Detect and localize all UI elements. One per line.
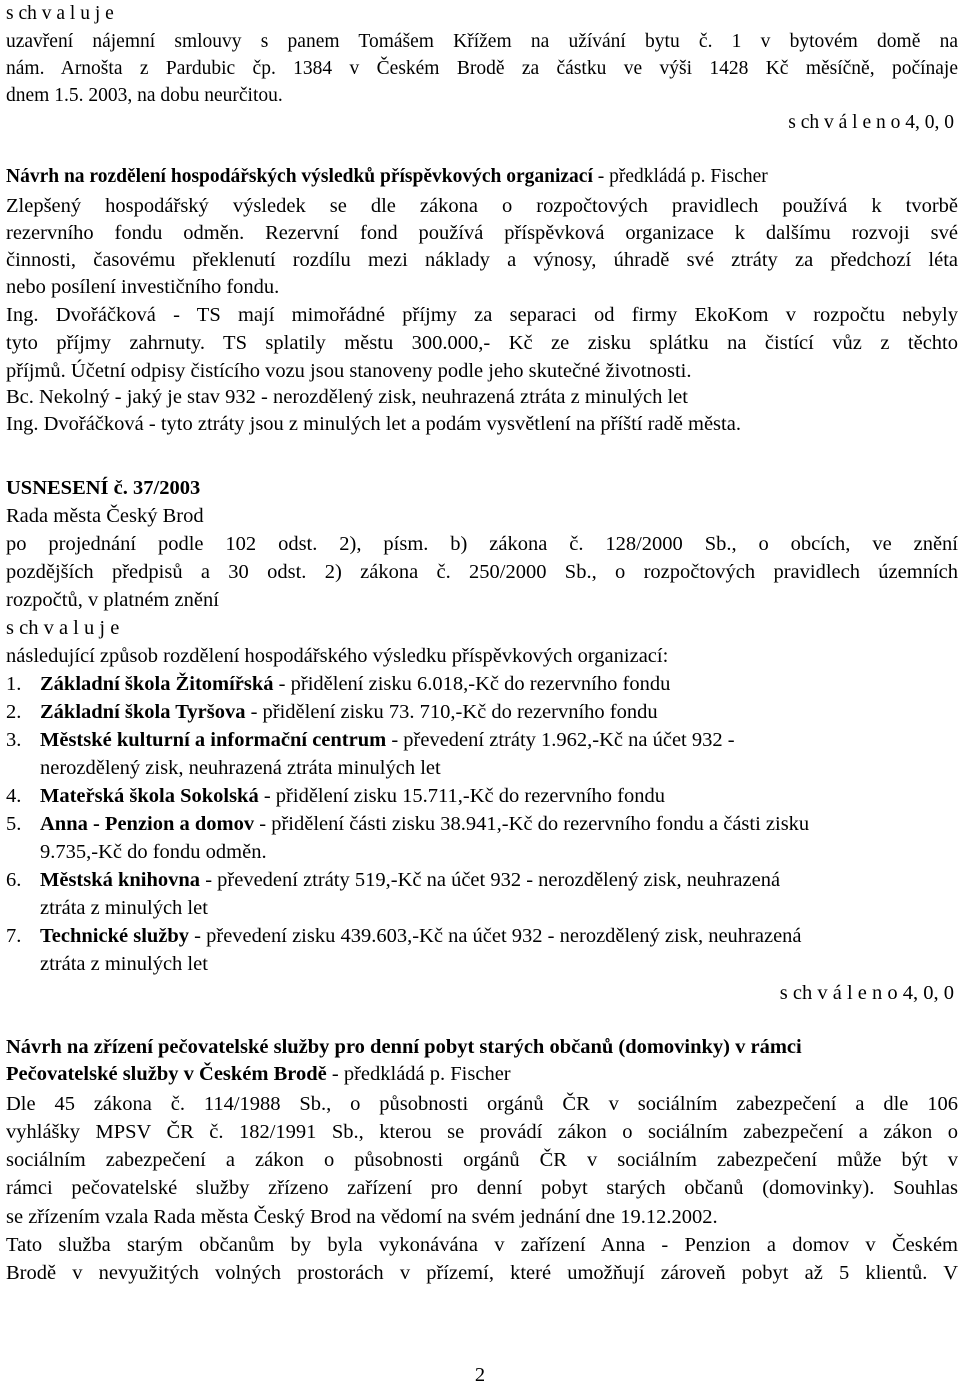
list-item-number: 1.: [6, 673, 22, 695]
list-item-number: 6.: [6, 869, 22, 891]
paragraph-line: Ing. Dvořáčková - TS mají mimořádné příjmy za separaci od firmy EkoKom v rozpočtu nebyly: [6, 304, 958, 326]
organization-name: Městské kulturní a informační centrum: [40, 729, 387, 751]
paragraph-line: sociálním zabezpečení a zákon o působnosti orgánů ČR v sociálním zabezpečení může být v: [6, 1149, 958, 1171]
section-title-text: Návrh na rozdělení hospodářských výsledků příspěvkových organizací: [6, 166, 593, 187]
paragraph-line: Tato služba starým občanům by byla vykonávána v zařízení Anna - Penzion a domov v Českém: [6, 1234, 958, 1256]
paragraph-fragment: Rezervní fond používá příspěvková organizace k dalšímu rozvoji své: [244, 222, 958, 244]
list-item: [40, 700, 658, 724]
paragraph-line: pozdějších předpisů a 30 odst. 2) zákona č. 250/2000 Sb., o rozpočtových pravidlech územních: [6, 561, 958, 583]
approves-label: s ch v a l u j e: [6, 3, 114, 24]
paragraph-line: po projednání podle 102 odst. 2), písm. b) zákona č. 128/2000 Sb., o obcích, ve znění: [6, 533, 958, 555]
list-item: [40, 672, 670, 696]
section-title: Návrh na zřízení pečovatelské služby pro denní pobyt starých občanů (domovinky) v rámci: [6, 1036, 802, 1058]
paragraph-fragment: rezervního fondu odměn.: [6, 222, 245, 244]
paragraph-line: nebo posílení investičního fondu.: [6, 276, 280, 298]
paragraph-line: vyhlášky MPSV ČR č. 182/1991 Sb., kterou se provádí zákon o sociálním zabezpečení a zákon o: [6, 1121, 958, 1143]
paragraph-line: činnosti, časovému překlenutí rozdílu mezi náklady a výnosy, úhradě své ztráty za předchozí léta: [6, 249, 958, 271]
section-title: [6, 1062, 511, 1086]
paragraph-line: rozpočtů, v platném znění: [6, 589, 219, 611]
list-item-text: - přidělení zisku 15.711,-Kč do rezervního fondu: [258, 785, 665, 807]
section-title: [6, 165, 768, 189]
list-item-text: - převedení zisku 439.603,-Kč na účet 932 - nerozdělený zisk, neuhrazená: [189, 925, 802, 947]
list-item-continuation: ztráta z minulých let: [40, 953, 208, 975]
paragraph-line: tyto příjmy zahrnuty. TS splatily městu 300.000,- Kč ze zisku splátku na čistící vůz z těchto: [6, 332, 958, 354]
list-item: [40, 812, 809, 836]
list-item: [40, 868, 780, 892]
organization-name: Základní škola Žitomířská: [40, 673, 274, 695]
resolution-heading-label: USNESENÍ č.: [6, 477, 128, 499]
paragraph-line: Bc. Nekolný - jaký je stav 932 - nerozdělený zisk, neuhrazená ztráta z minulých let: [6, 386, 688, 408]
paragraph-line: rámci pečovatelské služby zřízeno zařízení pro denní pobyt starých občanů (domovinky). Souhlas: [6, 1177, 958, 1199]
list-item-number: 2.: [6, 701, 22, 723]
list-item-continuation: nerozdělený zisk, neuhrazená ztráta minulých let: [40, 757, 441, 779]
paragraph-line: příjmů. Účetní odpisy čistícího vozu jsou stanoveny podle jeho skutečné životnosti.: [6, 360, 692, 382]
list-item-text: - přidělení zisku 6.018,-Kč do rezervního fondu: [273, 673, 671, 695]
resolution-heading: [6, 476, 200, 500]
organization-name: Anna - Penzion a domov: [40, 813, 255, 835]
list-intro: následující způsob rozdělení hospodářského výsledku příspěvkových organizací:: [6, 645, 669, 667]
section-title-text: Pečovatelské služby v Českém Brodě: [6, 1063, 327, 1085]
presenter: - předkládá p. Fischer: [592, 166, 768, 187]
paragraph-line: Zlepšený hospodářský výsledek se dle zákona o rozpočtových pravidlech používá k tvorbě: [6, 195, 958, 217]
list-item: [40, 784, 665, 808]
paragraph-line: nám. Arnošta z Pardubic čp. 1384 v Českém Brodě za částku ve výši 1428 Kč měsíčně, počínaje: [6, 58, 958, 79]
list-item-text: - převedení ztráty 519,-Kč na účet 932 - nerozdělený zisk, neuhrazená: [200, 869, 781, 891]
approved-vote: s ch v á l e n o 4, 0, 0: [788, 112, 954, 133]
paragraph-line: uzavření nájemní smlouvy s panem Tomášem Křížem na užívání bytu č. 1 v bytovém domě na: [6, 31, 958, 52]
paragraph-line: se zřízením vzala Rada města Český Brod na vědomí na svém jednání dne 19.12.2002.: [6, 1206, 718, 1228]
list-item-text: - přidělení zisku 73. 710,-Kč do rezervního fondu: [245, 701, 658, 723]
approved-vote: s ch v á l e n o 4, 0, 0: [779, 982, 954, 1004]
list-item-number: 7.: [6, 925, 22, 947]
list-item-number: 3.: [6, 729, 22, 751]
list-item-number: 5.: [6, 813, 22, 835]
paragraph-line: Dle 45 zákona č. 114/1988 Sb., o působnosti orgánů ČR v sociálním zabezpečení a dle 106: [6, 1093, 958, 1115]
list-item-continuation: 9.735,-Kč do fondu odměn.: [40, 841, 267, 863]
list-item: [40, 728, 735, 752]
organization-name: Technické služby: [40, 925, 190, 947]
organization-name: Základní škola Tyršova: [40, 701, 246, 723]
paragraph-line: [6, 221, 958, 245]
organization-name: Mateřská škola Sokolská: [40, 785, 259, 807]
approves-label: s ch v a l u j e: [6, 617, 120, 639]
council-name: Rada města Český Brod: [6, 505, 204, 527]
list-item: [40, 924, 802, 948]
list-item-text: - převedení ztráty 1.962,-Kč na účet 932 -: [386, 729, 735, 751]
organization-name: Městská knihovna: [40, 869, 201, 891]
paragraph-line: dnem 1.5. 2003, na dobu neurčitou.: [6, 85, 283, 106]
presenter: - předkládá p. Fischer: [326, 1063, 511, 1085]
list-item-text: - přidělení části zisku 38.941,-Kč do rezervního fondu a části zisku: [254, 813, 810, 835]
paragraph-line: Brodě v nevyužitých volných prostorách v přízemí, které umožňují zároveň pobyt až 5 klientů. V: [6, 1262, 958, 1284]
list-item-number: 4.: [6, 785, 22, 807]
paragraph-line: Ing. Dvořáčková - tyto ztráty jsou z minulých let a podám vysvětlení na příští radě města.: [6, 413, 741, 435]
list-item-continuation: ztráta z minulých let: [40, 897, 208, 919]
page-number: 2: [474, 1364, 486, 1386]
resolution-number: 37/2003: [127, 477, 201, 499]
